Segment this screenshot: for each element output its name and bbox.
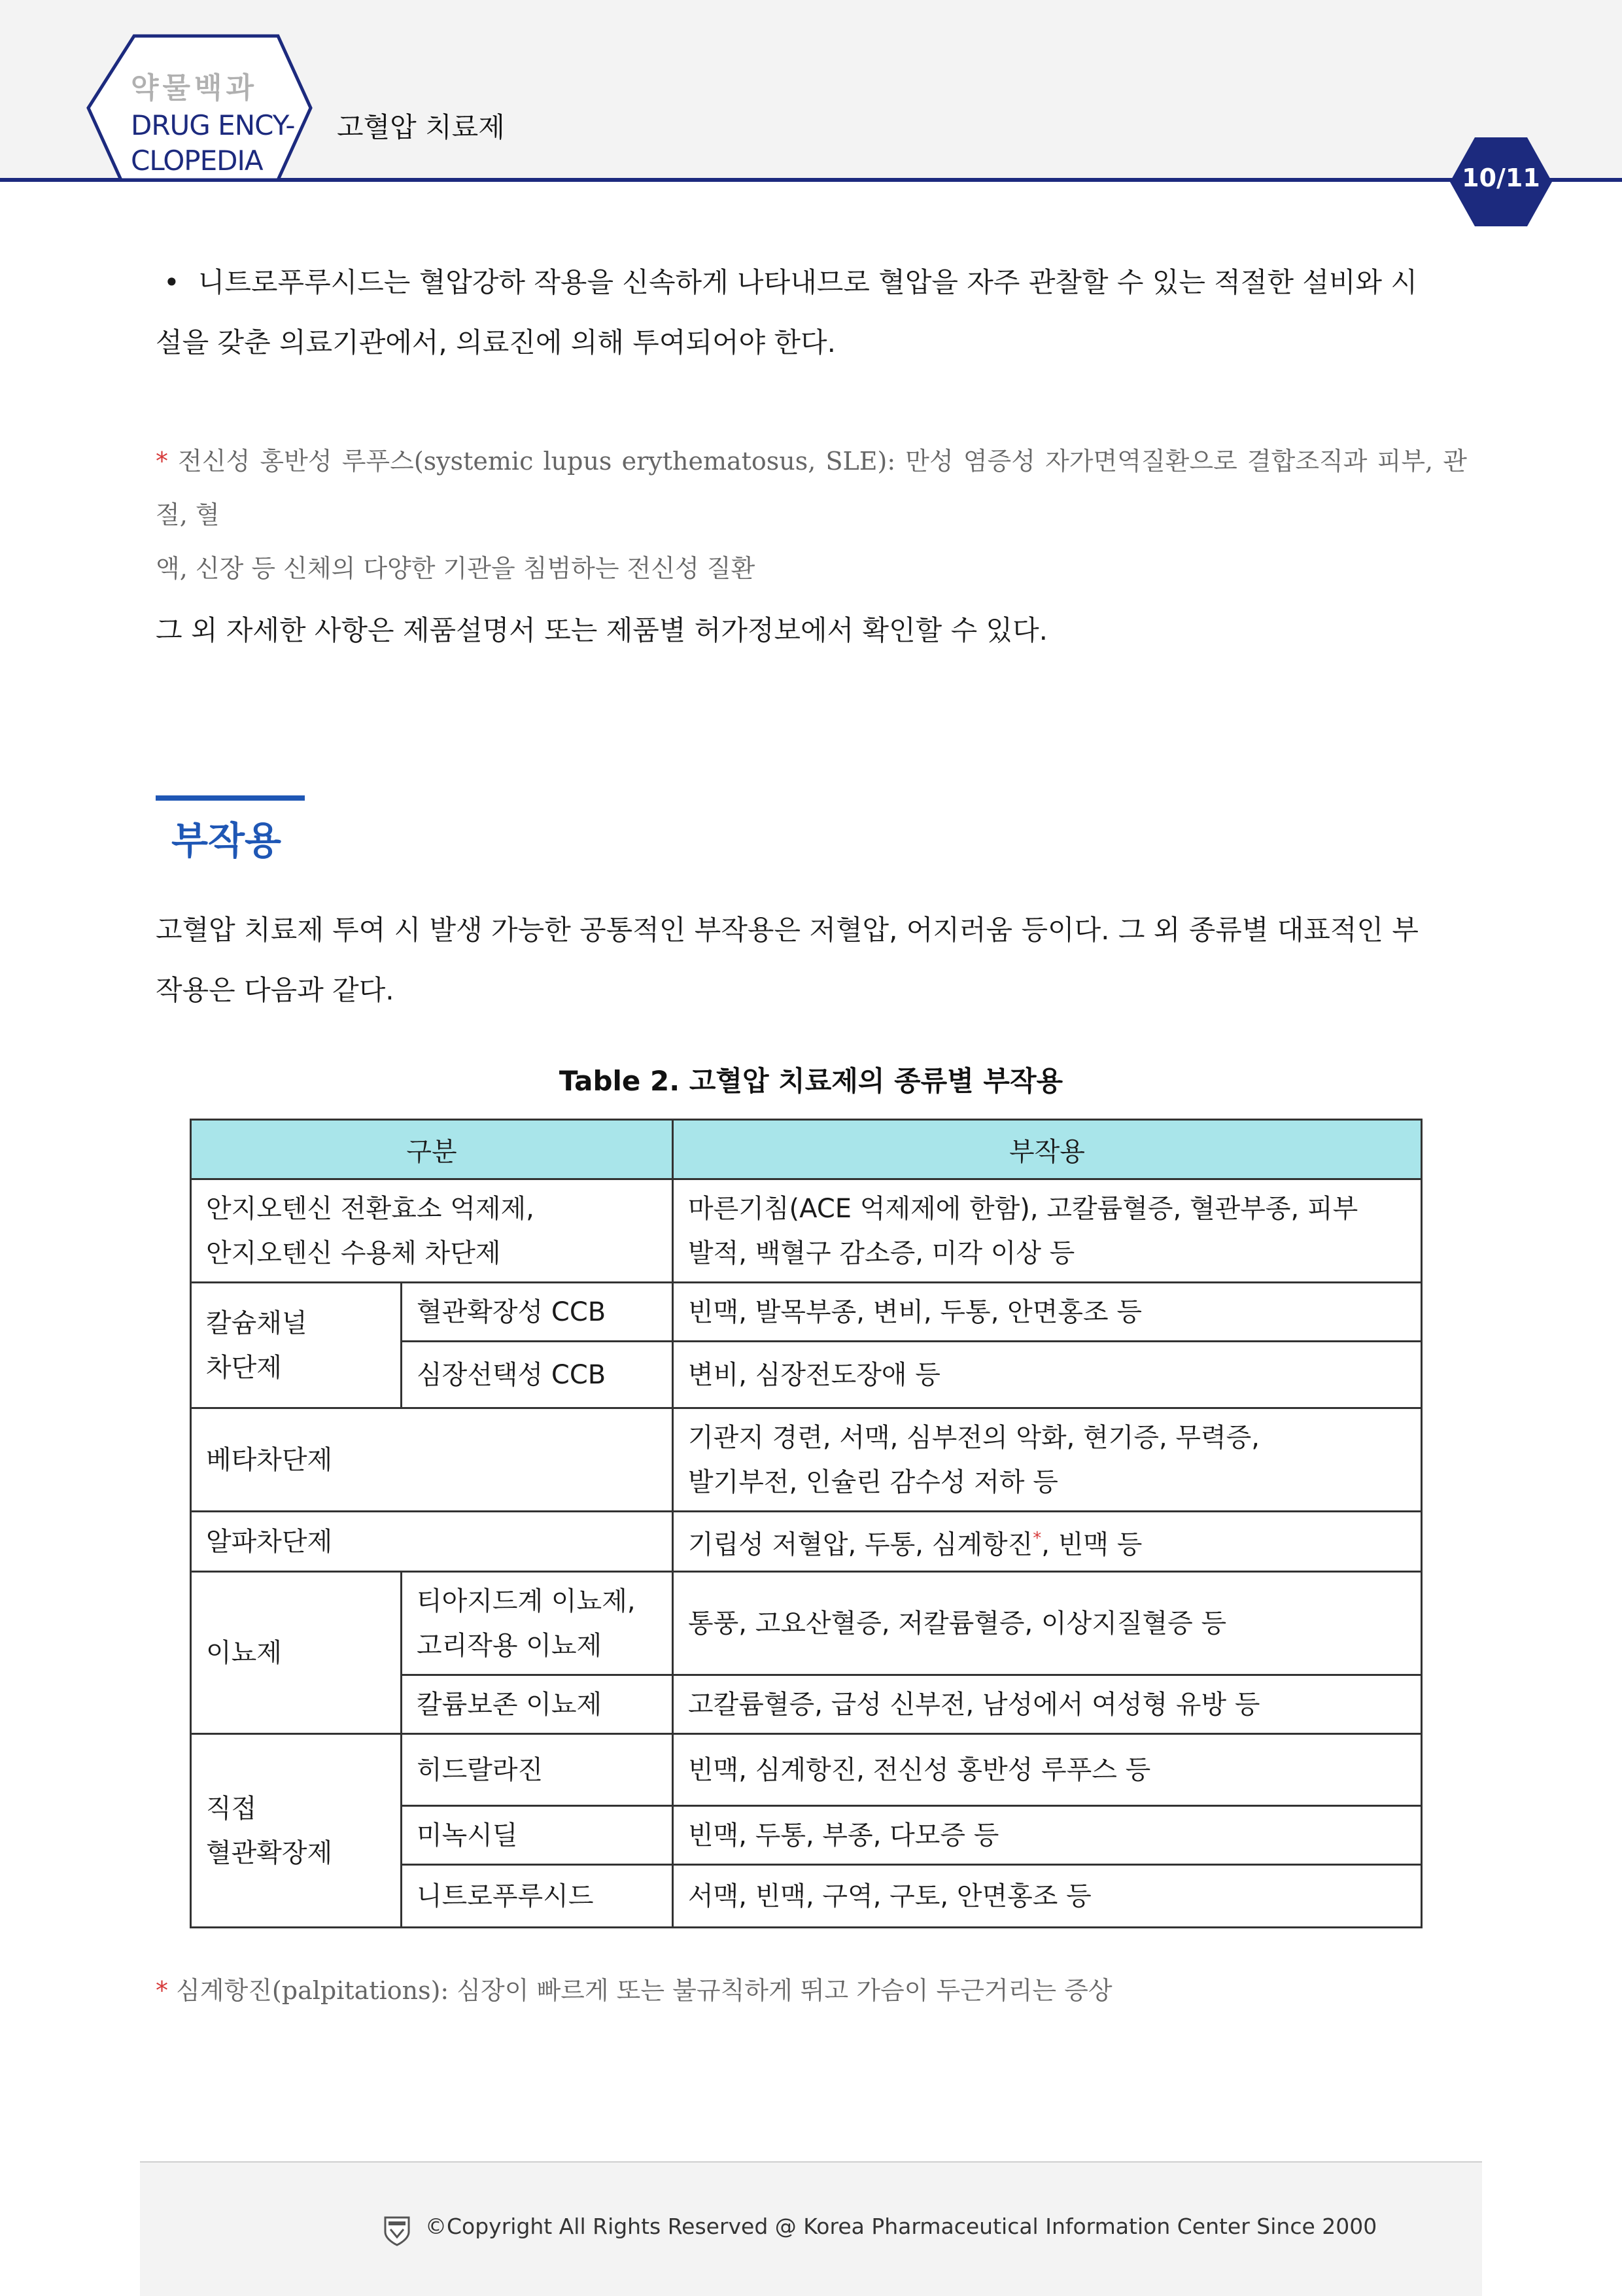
row-diuretic-sub2: 칼륨보존 이뇨제 [402, 1675, 673, 1734]
header-category: 구분 [191, 1120, 673, 1179]
sle-footnote-text1: 전신성 홍반성 루푸스(systemic lupus erythematosus, SLE): 만성 염증성 자가면역질환으로 결합조직과 피부, 관절, 혈 [156, 447, 1467, 529]
bullet-line1 [156, 252, 1467, 313]
row-alpha-effects-after: , 빈맥 등 [1041, 1529, 1143, 1560]
document-title: 고혈압 치료제 [337, 111, 505, 143]
section-intro-line2: 작용은 다음과 같다. [156, 974, 394, 1006]
side-effects-table [190, 1119, 1423, 1928]
sle-footnote-line1 [156, 434, 1467, 542]
row-alpha-effects [673, 1512, 1422, 1572]
row-ccb-group-line2: 차단제 [206, 1352, 282, 1383]
table-row [191, 1734, 1422, 1806]
row-ace-label-line1: 안지오텐신 전환효소 억제제, [206, 1193, 534, 1224]
row-ace-effects-line1: 마른기침(ACE 억제제에 한함), 고칼륨혈증, 혈관부종, 피부 [688, 1193, 1358, 1224]
row-ccb-group-line1: 칼슘채널 [206, 1308, 307, 1338]
row-vasodilator-sub2-effects: 빈맥, 두통, 부종, 다모증 등 [673, 1806, 1422, 1865]
table-row [191, 1179, 1422, 1283]
footnote-star-icon: * [156, 447, 168, 476]
row-beta-effects-line2: 발기부전, 인슐린 감수성 저하 등 [688, 1467, 1058, 1497]
row-vasodilator-sub1: 히드랄라진 [402, 1734, 673, 1806]
row-beta-label: 베타차단제 [191, 1408, 673, 1512]
row-vasodilator-group [191, 1734, 402, 1928]
row-vasodilator-sub3: 니트로푸루시드 [402, 1865, 673, 1928]
sle-footnote [156, 434, 1467, 595]
row-vasodilator-sub1-effects: 빈맥, 심계항진, 전신성 홍반성 루푸스 등 [673, 1734, 1422, 1806]
row-ace-effects-line2: 발적, 백혈구 감소증, 미각 이상 등 [688, 1238, 1075, 1268]
logo-english-line2: CLOPEDIA [131, 145, 263, 177]
header-effects: 부작용 [673, 1120, 1422, 1179]
sle-footnote-text2: 액, 신장 등 신체의 다양한 기관을 침범하는 전신성 질환 [156, 554, 755, 583]
logo-english-line1: DRUG ENCY- [131, 109, 295, 141]
row-diuretic-group: 이뇨제 [191, 1572, 402, 1734]
section-accent-bar [156, 795, 305, 801]
table-header-row [191, 1120, 1422, 1179]
row-ccb-sub1-effects: 빈맥, 발목부종, 변비, 두통, 안면홍조 등 [673, 1283, 1422, 1342]
row-vasodilator-sub2: 미녹시딜 [402, 1806, 673, 1865]
bullet-icon: • [164, 266, 180, 298]
logo-english-text [131, 108, 295, 179]
row-diuretic-sub2-effects: 고칼륨혈증, 급성 신부전, 남성에서 여성형 유방 등 [673, 1675, 1422, 1734]
table-row [191, 1512, 1422, 1572]
logo-korean-text: 약물백과 [131, 71, 258, 105]
table-row [191, 1572, 1422, 1675]
row-beta-effects [673, 1408, 1422, 1512]
table-row [191, 1408, 1422, 1512]
row-vasodilator-sub3-effects: 서맥, 빈맥, 구역, 구토, 안면홍조 등 [673, 1865, 1422, 1928]
row-vasodilator-group-line1: 직접 [206, 1793, 257, 1824]
row-ccb-sub1: 혈관확장성 CCB [402, 1283, 673, 1342]
table-caption: Table 2. 고혈압 치료제의 종류별 부작용 [559, 1065, 1063, 1097]
table-row [191, 1283, 1422, 1342]
row-alpha-label: 알파차단제 [191, 1512, 673, 1572]
bullet-paragraph [156, 252, 1467, 373]
footnote-star-icon: * [156, 1976, 168, 2005]
row-ace-label-line2: 안지오텐신 수용체 차단제 [206, 1238, 501, 1268]
shield-logo-icon [383, 2215, 411, 2246]
palpitation-footnote [156, 1964, 1467, 2017]
row-ace-label [191, 1179, 673, 1283]
footer-copyright: ©Copyright All Rights Reserved @ Korea Pharmaceutical Information Center Since 2000 [425, 2214, 1377, 2239]
bullet-text-line2: 설을 갖춘 의료기관에서, 의료진에 의해 투여되어야 한다. [156, 326, 836, 358]
section-intro-line1: 고혈압 치료제 투여 시 발생 가능한 공통적인 부작용은 저혈압, 어지러움 등이다. 그 외 종류별 대표적인 부 [156, 914, 1419, 946]
row-diuretic-sub1-line2: 고리작용 이뇨제 [417, 1630, 602, 1661]
row-diuretic-sub1 [402, 1572, 673, 1675]
row-ccb-sub2-effects: 변비, 심장전도장애 등 [673, 1342, 1422, 1408]
row-beta-effects-line1: 기관지 경련, 서맥, 심부전의 악화, 현기증, 무력증, [688, 1422, 1260, 1453]
row-vasodilator-group-line2: 혈관확장제 [206, 1837, 333, 1868]
page-number: 10/11 [1462, 164, 1540, 192]
row-ace-effects [673, 1179, 1422, 1283]
bullet-text-line1: 니트로푸루시드는 혈압강하 작용을 신속하게 나타내므로 혈압을 자주 관찰할 수 있는 적절한 설비와 시 [198, 266, 1418, 298]
row-diuretic-sub1-line1: 티아지드계 이뇨제, [417, 1586, 636, 1616]
row-alpha-effects-before: 기립성 저혈압, 두통, 심계항진 [688, 1529, 1033, 1560]
more-info-paragraph: 그 외 자세한 사항은 제품설명서 또는 제품별 허가정보에서 확인할 수 있다. [156, 614, 1048, 646]
row-ccb-sub2: 심장선택성 CCB [402, 1342, 673, 1408]
section-intro [156, 900, 1467, 1020]
row-ccb-group [191, 1283, 402, 1408]
row-diuretic-sub1-effects: 통풍, 고요산혈증, 저칼륨혈증, 이상지질혈증 등 [673, 1572, 1422, 1675]
footnote-star-icon: * [1033, 1529, 1042, 1548]
palpitation-footnote-text: 심계항진(palpitations): 심장이 빠르게 또는 불규칙하게 뛰고 가슴이 두근거리는 증상 [176, 1976, 1113, 2005]
section-title: 부작용 [171, 818, 282, 863]
